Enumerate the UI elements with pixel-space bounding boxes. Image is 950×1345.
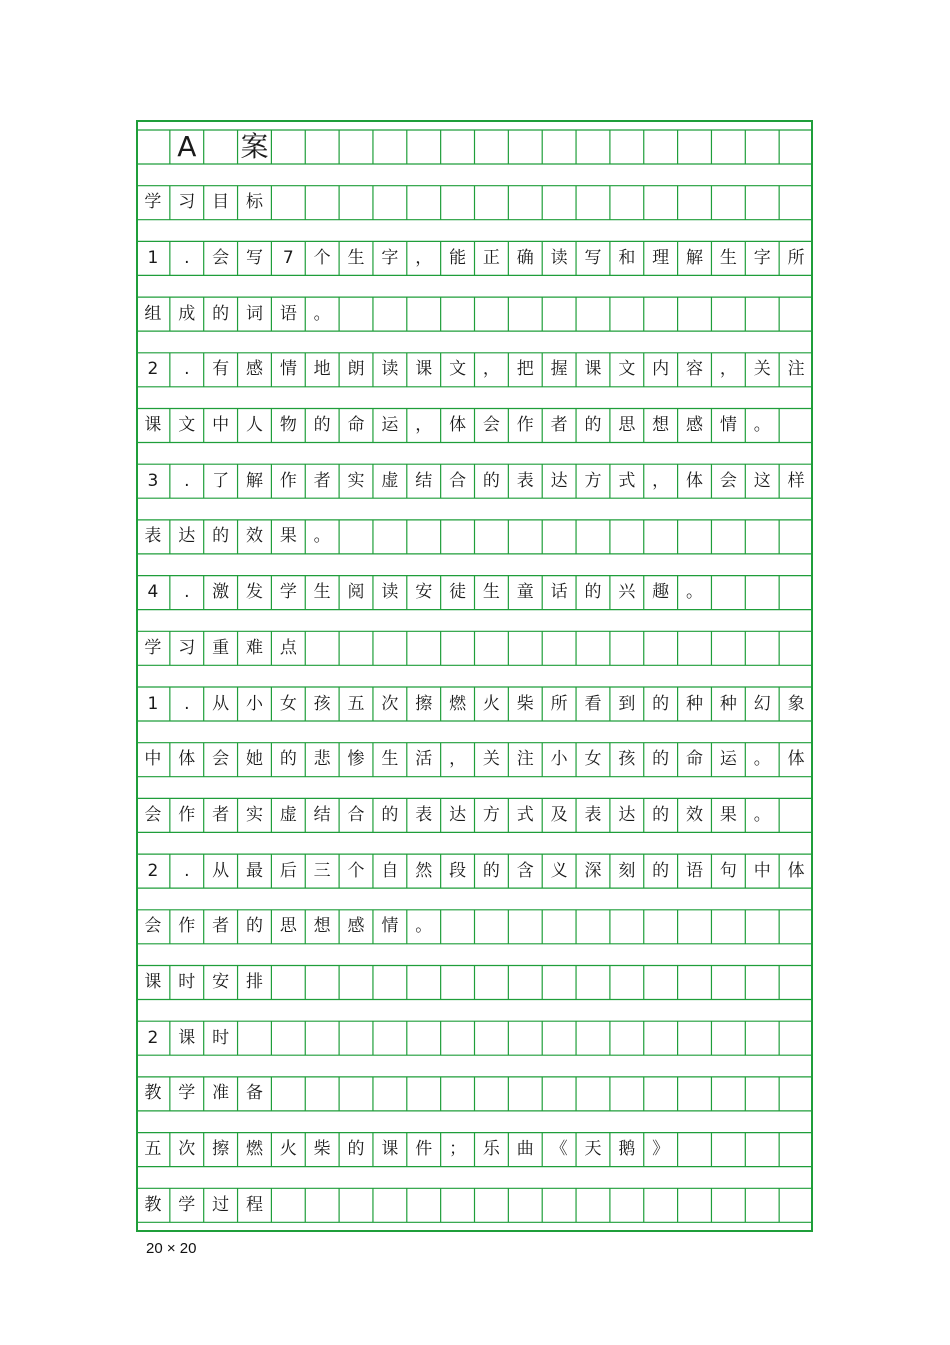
grid-character: 地: [313, 359, 331, 380]
grid-character: 字: [381, 247, 399, 268]
grid-character: 备: [245, 1083, 263, 1104]
grid-character: 想: [313, 916, 331, 937]
grid-character: 命: [347, 415, 365, 435]
grid-character: 燃: [449, 693, 467, 714]
grid-character: 朗: [347, 359, 365, 380]
grid-character: 会: [144, 916, 162, 937]
grid-character: 最: [245, 860, 263, 881]
grid-character: 3: [147, 470, 159, 491]
grid-character: 者: [212, 916, 230, 937]
grid-character: 点: [279, 637, 297, 658]
grid-character: 虚: [279, 804, 297, 825]
grid-character: 把: [516, 359, 534, 380]
grid-character: 女: [584, 749, 602, 770]
grid-character: 。: [313, 303, 331, 324]
grid-character: 习: [178, 637, 196, 658]
grid-character: 惨: [347, 749, 365, 770]
grid-character: 关: [753, 359, 771, 380]
grid-character: 的: [313, 415, 331, 435]
grid-character: 式: [516, 804, 534, 825]
grid-character: 关: [482, 749, 500, 770]
grid-character: 达: [618, 804, 636, 825]
grid-character: .: [184, 359, 190, 380]
grid-character: 时: [178, 972, 196, 992]
grid-character: 及: [550, 804, 568, 825]
grid-character: 从: [212, 693, 230, 714]
grid-character: 理: [652, 247, 670, 268]
grid-character: 的: [347, 1139, 365, 1160]
grid-character: 作: [516, 415, 534, 435]
grid-character: 的: [245, 916, 263, 937]
grid-character: 孩: [313, 693, 331, 714]
grid-character: 鹅: [618, 1139, 636, 1160]
grid-character: 小: [550, 749, 568, 770]
grid-character: 趣: [652, 582, 670, 603]
grid-character: 学: [144, 192, 162, 213]
grid-character: 个: [347, 860, 365, 881]
grid-character: 案: [240, 130, 269, 163]
grid-character: 1: [147, 247, 159, 268]
grid-character: 容: [686, 359, 704, 380]
grid-character: 时: [212, 1027, 230, 1048]
grid-character: A: [177, 130, 197, 163]
grid-character: 所: [550, 693, 568, 714]
grid-character: 。: [686, 582, 704, 603]
grid-character: 激: [212, 582, 230, 603]
grid-character: 火: [482, 693, 500, 714]
grid-character: 会: [144, 804, 162, 825]
grid-character: 语: [279, 303, 297, 324]
grid-character: 情: [719, 415, 737, 435]
grid-lines: [136, 120, 813, 1232]
grid-character: 过: [212, 1194, 230, 1215]
grid-character: 的: [652, 693, 670, 714]
grid-character: 物: [279, 415, 297, 435]
grid-character: 体: [686, 470, 704, 491]
grid-character: 作: [279, 470, 297, 491]
grid-character: 排: [245, 972, 263, 992]
grid-character: 个: [313, 247, 331, 268]
grid-character: 样: [787, 470, 805, 491]
grid-character: 三: [313, 860, 331, 881]
grid-character: 种: [686, 693, 704, 714]
grid-character: .: [184, 860, 190, 881]
grid-character: 课: [178, 1027, 196, 1048]
grid-character: 安: [212, 972, 230, 992]
grid-character: ，: [415, 247, 433, 268]
grid-character: 2: [147, 860, 159, 881]
grid-border: [137, 121, 812, 1231]
grid-character: 曲: [516, 1139, 534, 1160]
grid-character: 难: [245, 637, 263, 658]
grid-character: 感: [686, 415, 704, 435]
grid-character: 式: [618, 470, 636, 491]
grid-character: 。: [313, 526, 331, 547]
grid-character: 握: [550, 359, 568, 380]
grid-character: 效: [245, 526, 263, 547]
grid-character: 五: [347, 693, 365, 714]
grid-character: 作: [178, 916, 196, 937]
grid-character: 者: [313, 470, 331, 491]
grid-character: 擦: [212, 1139, 230, 1160]
grid-character: 方: [482, 804, 500, 825]
grid-character: 含: [516, 860, 534, 881]
grid-character: 1: [147, 693, 159, 714]
grid-character: .: [184, 470, 190, 491]
grid-character: 文: [618, 359, 636, 380]
grid-character: 了: [212, 470, 230, 491]
grid-character: 柴: [516, 693, 534, 714]
grid-character: 课: [144, 972, 162, 992]
grid-character: 体: [178, 749, 196, 770]
grid-character: 的: [482, 470, 500, 491]
grid-character: 写: [245, 247, 263, 268]
grid-character: 自: [381, 860, 399, 881]
grid-character: 的: [381, 804, 399, 825]
grid-character: 表: [144, 526, 162, 547]
grid-character: 思: [279, 916, 297, 937]
grid-character: 解: [686, 247, 704, 268]
grid-character: 生: [719, 247, 737, 268]
grid-character: 会: [482, 415, 500, 435]
grid-character: 的: [279, 749, 297, 770]
grid-character: 语: [686, 860, 704, 881]
grid-character: 中: [144, 749, 162, 770]
grid-size-label: 20 × 20: [146, 1240, 197, 1257]
grid-character: 发: [245, 582, 263, 603]
grid-character: 人: [245, 415, 263, 435]
grid-character: 注: [787, 359, 805, 380]
grid-character: 刻: [618, 860, 636, 881]
grid-character: 天: [584, 1139, 602, 1160]
grid-character: 有: [212, 359, 230, 380]
grid-character: 作: [178, 804, 196, 825]
grid-character: 兴: [618, 582, 636, 603]
grid-character: 结: [415, 470, 433, 491]
grid-character: 的: [652, 860, 670, 881]
grid-character: 徒: [449, 582, 467, 603]
grid-character: ，: [719, 359, 737, 380]
grid-character: 。: [753, 804, 771, 825]
grid-character: 思: [618, 415, 636, 435]
grid-character: 话: [550, 582, 568, 603]
grid-character: 文: [449, 359, 467, 380]
grid-character: 想: [652, 415, 670, 435]
grid-character: 乐: [482, 1139, 500, 1160]
grid-character: 达: [449, 804, 467, 825]
grid-character: 2: [147, 1027, 159, 1048]
grid-character: 解: [245, 470, 263, 491]
grid-character: 组: [144, 303, 162, 324]
grid-character: 达: [550, 470, 568, 491]
grid-character: 情: [279, 359, 297, 380]
grid-character: 习: [178, 192, 196, 213]
grid-character: 悲: [313, 749, 331, 770]
grid-character: 五: [144, 1139, 162, 1160]
grid-character: 阅: [347, 582, 365, 603]
grid-character: 读: [550, 247, 568, 268]
grid-character: 深: [584, 860, 602, 881]
grid-character: 。: [753, 415, 771, 435]
grid-character: 体: [787, 749, 805, 770]
grid-character: .: [184, 582, 190, 603]
grid-character: 的: [212, 303, 230, 324]
grid-character: 到: [618, 693, 636, 714]
grid-character: 表: [584, 804, 602, 825]
grid-character: 中: [212, 415, 230, 435]
grid-character: 者: [550, 415, 568, 435]
grid-character: ；: [449, 1139, 467, 1160]
grid-character: 正: [482, 247, 500, 268]
grid-character: 的: [652, 804, 670, 825]
grid-character: 学: [279, 582, 297, 603]
grid-character: 2: [147, 359, 159, 380]
grid-character: 的: [584, 415, 602, 435]
grid-character: ，: [449, 749, 467, 770]
grid-character: 从: [212, 860, 230, 881]
grid-character: 实: [347, 470, 365, 491]
grid-character: .: [184, 693, 190, 714]
grid-character: 方: [584, 470, 602, 491]
grid-character: 果: [279, 526, 297, 547]
grid-character: 》: [652, 1139, 670, 1160]
grid-character: 7: [282, 247, 294, 268]
grid-character: 程: [245, 1194, 263, 1215]
grid-character: ，: [482, 359, 500, 380]
grid-character: 和: [618, 247, 636, 268]
grid-character: 文: [178, 415, 196, 435]
grid-character: 课: [584, 359, 602, 380]
grid-character: 合: [347, 804, 365, 825]
grid-character: 运: [381, 415, 399, 435]
grid-character: 体: [787, 860, 805, 881]
grid-character: 柴: [313, 1139, 331, 1160]
grid-character: 象: [787, 693, 805, 714]
grid-character: 《: [550, 1139, 568, 1160]
grid-character: 能: [449, 247, 467, 268]
grid-character: 情: [381, 916, 399, 937]
grid-character: 会: [212, 247, 230, 268]
grid-character: 女: [279, 693, 297, 714]
grid-character: 中: [753, 860, 771, 881]
grid-character: 重: [212, 637, 230, 658]
grid-character: 注: [516, 749, 534, 770]
grid-character: 这: [753, 470, 771, 491]
grid-character: 擦: [415, 693, 433, 714]
grid-character: 体: [449, 415, 467, 435]
grid-character: 她: [245, 749, 263, 770]
grid-character: 件: [415, 1139, 433, 1160]
grid-character: 生: [347, 247, 365, 268]
grid-character: 的: [212, 526, 230, 547]
grid-character: 学: [178, 1083, 196, 1104]
grid-character: 读: [381, 359, 399, 380]
grid-character: 生: [381, 749, 399, 770]
grid-character: 课: [415, 359, 433, 380]
grid-character: 课: [381, 1139, 399, 1160]
grid-character: 感: [245, 359, 263, 380]
grid-character: 准: [212, 1083, 230, 1104]
grid-character: 义: [550, 860, 568, 881]
grid-character: 所: [787, 247, 805, 268]
grid-character: 的: [652, 749, 670, 770]
grid-character: 运: [719, 749, 737, 770]
grid-character: 然: [415, 860, 433, 881]
grid-character: 命: [686, 749, 704, 770]
grid-character: 会: [719, 470, 737, 491]
grid-character: 标: [245, 192, 263, 213]
grid-character: 教: [144, 1194, 162, 1215]
grid-character: 达: [178, 526, 196, 547]
grid-character: 次: [178, 1139, 196, 1160]
grid-character: .: [184, 247, 190, 268]
grid-character: 生: [313, 582, 331, 603]
grid-character: ，: [652, 470, 670, 491]
grid-character: 课: [144, 415, 162, 435]
grid-character: 种: [719, 693, 737, 714]
grid-character: 确: [516, 247, 534, 268]
grid-character: 成: [178, 303, 196, 324]
grid-character: 效: [686, 804, 704, 825]
grid-character: 燃: [245, 1139, 263, 1160]
grid-character: 的: [482, 860, 500, 881]
grid-character: 。: [753, 749, 771, 770]
grid-character: 句: [719, 860, 737, 881]
grid-character: 实: [245, 804, 263, 825]
grid-character: 读: [381, 582, 399, 603]
grid-character: 表: [415, 804, 433, 825]
grid-character: 会: [212, 749, 230, 770]
grid-character: 学: [178, 1194, 196, 1215]
grid-character: 看: [584, 693, 602, 714]
grid-character: 内: [652, 359, 670, 380]
grid-character: 词: [245, 303, 263, 324]
grid-character: 童: [516, 582, 534, 603]
grid-character: 结: [313, 804, 331, 825]
grid-character: 写: [584, 247, 602, 268]
grid-character: 段: [449, 860, 467, 881]
grid-character: ，: [415, 415, 433, 435]
grid-character: 活: [415, 749, 433, 770]
grid-character: 合: [449, 470, 467, 491]
grid-character: 者: [212, 804, 230, 825]
grid-character: 学: [144, 637, 162, 658]
grid-character: 。: [415, 916, 433, 937]
grid-character: 感: [347, 916, 365, 937]
grid-character: 火: [279, 1139, 297, 1160]
grid-character: 生: [482, 582, 500, 603]
grid-character: 幻: [753, 693, 771, 714]
grid-character: 次: [381, 693, 399, 714]
grid-character: 后: [279, 860, 297, 881]
grid-character: 虚: [381, 470, 399, 491]
manuscript-grid: [136, 120, 813, 1232]
grid-character: 孩: [618, 749, 636, 770]
grid-character: 安: [415, 582, 433, 603]
grid-character: 4: [147, 582, 159, 603]
grid-character: 果: [719, 804, 737, 825]
grid-character: 表: [516, 470, 534, 491]
grid-character: 字: [753, 247, 771, 268]
grid-character: 教: [144, 1083, 162, 1104]
grid-character: 的: [584, 582, 602, 603]
grid-character: 目: [212, 192, 230, 213]
grid-character: 小: [245, 693, 263, 714]
